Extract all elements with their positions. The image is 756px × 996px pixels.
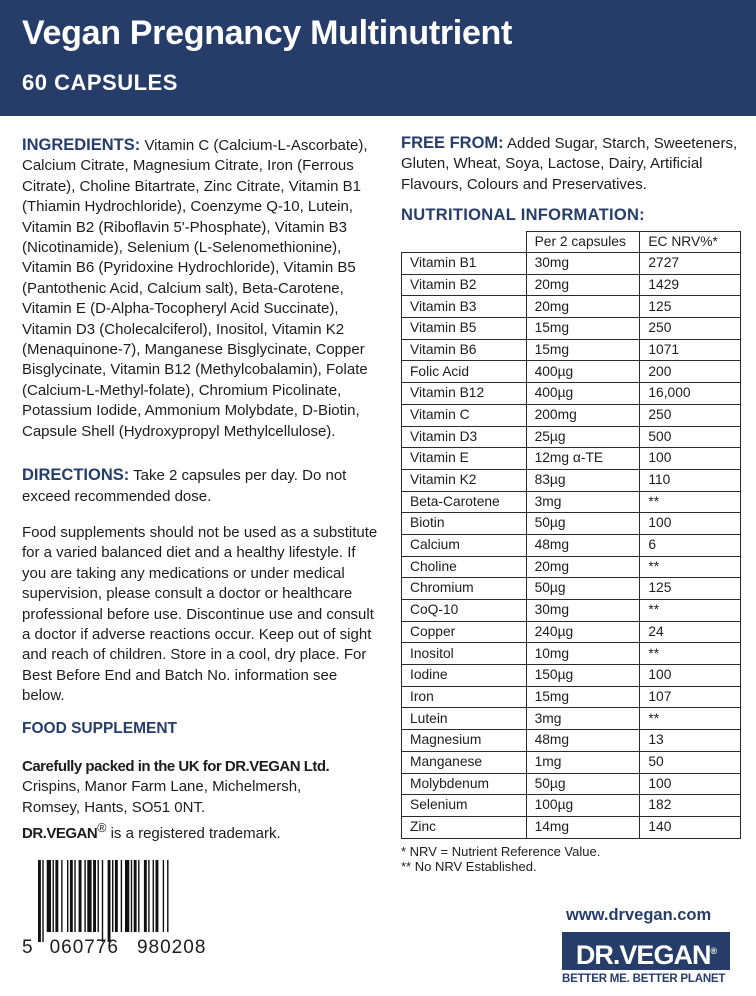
right-column [401,133,746,874]
table-row [402,686,741,708]
barcode-bar [84,860,85,932]
nutrient-name-cell: Vitamin B5 [402,318,527,340]
barcode-bar [138,860,139,932]
nutrient-amount-cell: 25µg [526,426,640,448]
nutrient-name-cell: Beta-Carotene [402,491,527,513]
nrv-footnotes [401,844,746,874]
table-row [402,426,741,448]
packed-line-3: Romsey, Hants, SO51 0NT. [22,798,206,816]
nutrient-amount-cell: 14mg [526,816,640,838]
nutrient-nrv-cell: 1429 [640,274,741,296]
nutrient-amount-cell: 1mg [526,751,640,773]
nutrient-name-cell: Lutein [402,708,527,730]
nutrient-name-cell: Iodine [402,665,527,687]
nutrient-amount-cell: 50µg [526,773,640,795]
nutrient-nrv-cell: ** [640,643,741,665]
nutrient-name-cell: Chromium [402,578,527,600]
nutrient-name-cell: Molybdenum [402,773,527,795]
nutrient-amount-cell: 400µg [526,383,640,405]
nutrient-nrv-cell: 200 [640,361,741,383]
packed-line-2: Crispins, Manor Farm Lane, Michelmersh, [22,778,302,796]
nutrient-nrv-cell: 6 [640,534,741,556]
directions-heading: DIRECTIONS: [22,466,130,485]
directions-section [22,465,382,507]
nutrient-name-cell: Selenium [402,795,527,817]
nutrient-nrv-cell: ** [640,491,741,513]
nutrient-amount-cell: 400µg [526,361,640,383]
nutrient-amount-cell: 12mg α-TE [526,448,640,470]
table-row [402,534,741,556]
food-supplement-label: FOOD SUPPLEMENT [22,719,178,737]
barcode [22,860,217,970]
nutrient-nrv-cell: ** [640,708,741,730]
nutrient-name-cell: Iron [402,686,527,708]
nutrient-nrv-cell: 1071 [640,339,741,361]
nutrient-name-cell: Vitamin B3 [402,296,527,318]
directions-text: Take 2 capsules per day. Do not exceed recommended dose. [22,467,347,505]
logo-text: DR.VEGAN [575,940,711,970]
table-row [402,795,741,817]
header-per-2-capsules: Per 2 capsules [526,231,640,252]
nutrient-amount-cell: 200mg [526,404,640,426]
header-banner [0,0,756,116]
nutrient-nrv-cell: 140 [640,816,741,838]
nutrient-nrv-cell: 16,000 [640,383,741,405]
nutrient-name-cell: Vitamin D3 [402,426,527,448]
nutrient-amount-cell: 20mg [526,274,640,296]
nutrient-name-cell: Copper [402,621,527,643]
barcode-bar [55,860,58,932]
table-row [402,318,741,340]
dr-vegan-logo [562,932,730,970]
packed-line-1: Carefully packed in the UK for DR.VEGAN Ltd. [22,757,330,775]
nutrient-amount-cell: 240µg [526,621,640,643]
left-column [22,135,382,845]
nutrient-name-cell: Biotin [402,513,527,535]
barcode-bar [47,860,51,932]
barcode-bar [148,860,149,932]
table-row [402,556,741,578]
nutrient-amount-cell: 48mg [526,730,640,752]
website-url: www.drvegan.com [566,906,712,924]
nutrient-nrv-cell: ** [640,600,741,622]
barcode-bar [102,860,103,942]
nutrient-amount-cell: 100µg [526,795,640,817]
table-row [402,578,741,600]
nutrient-name-cell: Manganese [402,751,527,773]
brand-tagline: BETTER ME. BETTER PLANET [562,973,726,985]
table-row [402,643,741,665]
nutrition-header-row [402,231,741,252]
nutrient-amount-cell: 20mg [526,296,640,318]
product-title: Vegan Pregnancy Multinutrient [22,14,513,52]
barcode-bar [121,860,122,932]
nutrient-nrv-cell: 250 [640,404,741,426]
table-row [402,339,741,361]
barcode-bar [115,860,118,932]
nutrient-nrv-cell: ** [640,556,741,578]
nutrient-nrv-cell: 125 [640,296,741,318]
nutrient-amount-cell: 15mg [526,686,640,708]
trademark-line [22,818,382,844]
table-row [402,708,741,730]
nutrient-name-cell: CoQ-10 [402,600,527,622]
table-row [402,491,741,513]
nutrition-table-body [402,253,741,839]
barcode-bars [22,860,217,942]
nutrient-nrv-cell: 100 [640,513,741,535]
packer-address [22,757,382,845]
nrv-note-1: * NRV = Nutrient Reference Value. [401,843,601,859]
barcode-bar [163,860,164,932]
barcode-bar [131,860,132,932]
free-from-text: Added Sugar, Starch, Sweeteners, Gluten, Wheat, Soya, Lactose, Dairy, Artificial Flavours, Colours and Preservatives. [401,135,738,193]
free-from-heading: FREE FROM: [401,134,504,152]
nutrient-nrv-cell: 100 [640,665,741,687]
warning-text: Food supplements should not be used as a substitute for a varied balanced diet and a healthy lifestyle. If you are taking any medications or under medical supervision, please consult a doctor or healthcare professional before use. Discontinue use and consult a doctor if adverse reactions occur. Keep out of sight and reach of children. Store in a cool, dry place. For Best Before End and Batch No. information see below. [22,523,378,705]
barcode-bar [144,860,147,932]
table-row [402,469,741,491]
header-blank-cell [402,231,527,252]
table-row [402,448,741,470]
nutrient-amount-cell: 3mg [526,491,640,513]
nutrient-name-cell: Vitamin C [402,404,527,426]
nutrient-amount-cell: 30mg [526,600,640,622]
barcode-bar [74,860,75,932]
nutrition-table [401,231,741,839]
barcode-bar [108,860,111,942]
nrv-note-2: ** No NRV Established. [401,858,537,874]
nutrient-nrv-cell: 107 [640,686,741,708]
barcode-bar [98,860,99,932]
barcode-bar [112,860,113,932]
barcode-bar [79,860,82,932]
table-row [402,816,741,838]
barcode-bar [53,860,54,932]
trademark-symbol: ® [97,821,107,836]
nutrient-amount-cell: 20mg [526,556,640,578]
nutrient-nrv-cell: 13 [640,730,741,752]
barcode-bar [61,860,62,932]
barcode-bar [153,860,154,932]
table-row [402,361,741,383]
free-from-section [401,133,746,195]
nutrient-name-cell: Folic Acid [402,361,527,383]
table-row [402,253,741,275]
table-row [402,383,741,405]
table-row [402,730,741,752]
table-row [402,773,741,795]
logo-reg-symbol: ® [710,946,717,956]
nutrient-nrv-cell: 50 [640,751,741,773]
nutrient-name-cell: Vitamin B2 [402,274,527,296]
table-row [402,751,741,773]
barcode-bar [38,860,41,942]
barcode-digit-first: 5 [22,937,34,958]
nutrient-amount-cell: 30mg [526,253,640,275]
ingredients-text: Vitamin C (Calcium-L-Ascorbate), Calcium Citrate, Magnesium Citrate, Iron (Ferrous Citrate), Choline Bitartrate, Zinc Citrate, Vitamin B1 (Thiamin Hydrochloride), Coenzyme Q-10, Lutein, Vitamin B2 (Riboflavin 5'-Phosphate), Vitamin B3 (Nicotinamide), Selenium (L-Selenomethionine), Vitamin B6 (Pyridoxine Hydrochloride), Vitamin B5 (Pantothenic Acid, Calcium salt), Beta-Carotene, Vitamin E (D-Alpha-Tocopheryl Acid Succinate), Vitamin D3 (Cholecalciferol), Inositol, Vitamin K2 (Menaquinone-7), Manganese Bisglycinate, Copper Bisglycinate, Vitamin B12 (Methylcobalamin), Folate (Calcium-L-Methyl-folate), Chromium Picolinate, Potassium Iodide, Ammonium Molybdate, D-Biotin, Capsule Shell (Hydroxypropyl Methylcellulose). [22,137,368,440]
barcode-digits [22,937,217,959]
nutrient-amount-cell: 10mg [526,643,640,665]
nutrient-nrv-cell: 2727 [640,253,741,275]
trademark-text: is a registered trademark. [106,825,281,843]
nutrient-name-cell: Choline [402,556,527,578]
nutrient-name-cell: Vitamin B1 [402,253,527,275]
nutrient-nrv-cell: 125 [640,578,741,600]
table-row [402,274,741,296]
nutrient-amount-cell: 83µg [526,469,640,491]
nutrient-amount-cell: 15mg [526,318,640,340]
ingredients-section [22,135,382,442]
ingredients-heading: INGREDIENTS: [22,136,141,154]
barcode-bar [42,860,43,942]
header-ec-nrv: EC NRV%* [640,231,741,252]
table-row [402,621,741,643]
nutrient-name-cell: Zinc [402,816,527,838]
nutrient-amount-cell: 3mg [526,708,640,730]
table-row [402,404,741,426]
nutrient-nrv-cell: 24 [640,621,741,643]
nutrient-nrv-cell: 250 [640,318,741,340]
barcode-bar [93,860,96,932]
barcode-digits-right: 980208 [136,937,207,958]
nutrient-nrv-cell: 100 [640,448,741,470]
table-row [402,513,741,535]
nutrient-nrv-cell: 110 [640,469,741,491]
nutrient-name-cell: Vitamin B6 [402,339,527,361]
barcode-bar [125,860,129,932]
nutrient-name-cell: Inositol [402,643,527,665]
barcode-digits-left: 060776 [49,937,119,958]
nutrient-name-cell: Vitamin K2 [402,469,527,491]
nutrient-nrv-cell: 100 [640,773,741,795]
table-row [402,665,741,687]
nutrient-nrv-cell: 500 [640,426,741,448]
barcode-bar [67,860,68,932]
nutrient-name-cell: Calcium [402,534,527,556]
nutrient-amount-cell: 50µg [526,578,640,600]
table-row [402,600,741,622]
nutrient-name-cell: Vitamin E [402,448,527,470]
barcode-bar [70,860,73,932]
barcode-bar [156,860,159,932]
barcode-bar [87,860,91,932]
nutrient-amount-cell: 48mg [526,534,640,556]
nutrient-name-cell: Vitamin B12 [402,383,527,405]
trademark-brand: DR.VEGAN [22,825,98,843]
nutrient-amount-cell: 15mg [526,339,640,361]
nutrient-name-cell: Magnesium [402,730,527,752]
capsule-count: 60 CAPSULES [22,70,178,95]
nutrient-amount-cell: 50µg [526,513,640,535]
nutrient-amount-cell: 150µg [526,665,640,687]
nutrition-heading: NUTRITIONAL INFORMATION: [401,206,645,225]
barcode-bar [167,860,168,932]
table-row [402,296,741,318]
barcode-bar [134,860,137,932]
nutrient-nrv-cell: 182 [640,795,741,817]
